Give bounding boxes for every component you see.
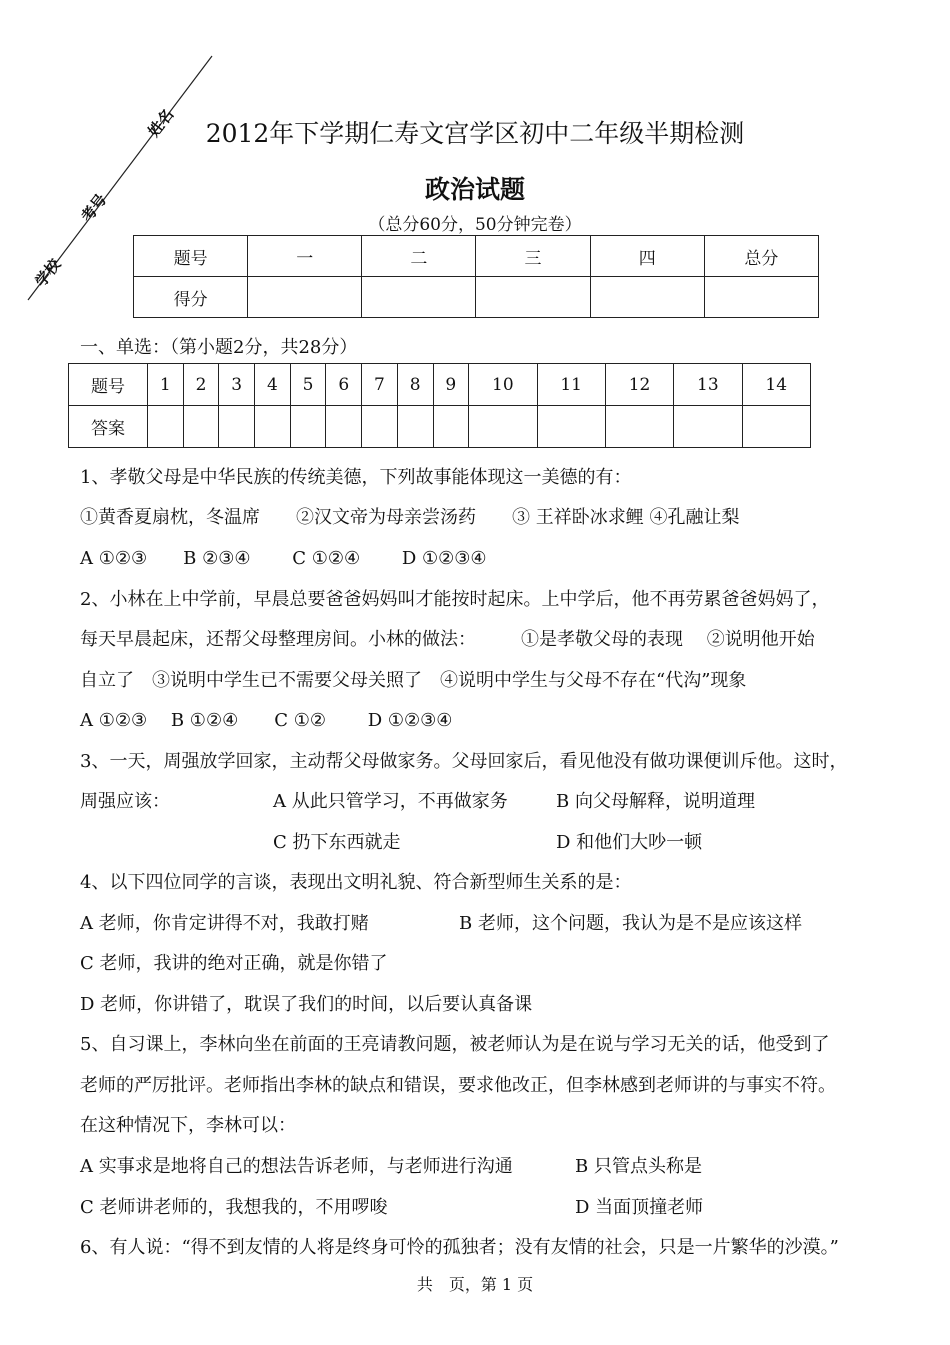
q5-option-d: D 当面顶撞老师 <box>575 1197 704 1218</box>
answer-number-cell: 8 <box>397 364 433 406</box>
answer-blank-row <box>69 406 811 448</box>
answer-number-cell: 9 <box>433 364 469 406</box>
score-table-header-row <box>134 236 819 277</box>
answer-number-cell: 13 <box>674 364 742 406</box>
answer-cell <box>183 406 219 448</box>
answer-cell <box>469 406 537 448</box>
answer-cell <box>674 406 742 448</box>
score-header-cell: 三 <box>476 236 590 277</box>
q2-line3: 自立了 ③说明中学生已不需要父母关照了 ④说明中学生与父母不存在“代沟”现象 <box>80 670 747 691</box>
score-table <box>133 235 819 318</box>
q5-option-b: B 只管点头称是 <box>575 1156 702 1177</box>
answer-number-cell: 1 <box>148 364 184 406</box>
q5-option-a: A 实事求是地将自己的想法告诉老师，与老师进行沟通 <box>80 1156 513 1177</box>
exam-no-label: 考号 <box>77 190 111 226</box>
answer-cell <box>397 406 433 448</box>
q4-option-a: A 老师，你肯定讲得不对，我敢打赌 <box>80 913 369 934</box>
answer-cell <box>433 406 469 448</box>
score-cell <box>476 277 590 318</box>
exam-title: 2012年下学期仁寿文宫学区初中二年级半期检测 <box>205 119 745 148</box>
answer-cell <box>605 406 673 448</box>
score-header-cell: 二 <box>362 236 476 277</box>
score-cell <box>362 277 476 318</box>
q4-option-d: D 老师，你讲错了，耽误了我们的时间，以后要认真备课 <box>80 994 533 1015</box>
answer-cell <box>742 406 811 448</box>
answer-cell <box>537 406 605 448</box>
q5-option-c: C 老师讲老师的，我想我的，不用啰唆 <box>80 1197 388 1218</box>
score-cell <box>590 277 704 318</box>
answer-number-cell: 3 <box>219 364 255 406</box>
section1-heading: 一、单选：（第小题2分，共28分） <box>80 337 358 358</box>
score-header-cell: 题号 <box>134 236 248 277</box>
q3-line2: 周强应该： <box>80 791 170 812</box>
q2-options: A ①②③ B ①②④ C ①② D ①②③④ <box>80 710 453 731</box>
school-label: 学校 <box>31 255 65 291</box>
q6-line1: 6、有人说：“得不到友情的人将是终身可怜的孤独者；没有友情的社会，只是一片繁华的沙漠。” <box>80 1237 839 1258</box>
q4-option-c: C 老师，我讲的绝对正确，就是你错了 <box>80 953 388 974</box>
q1-options: A ①②③ B ②③④ C ①②④ D ①②③④ <box>80 548 487 569</box>
q5-line2: 老师的严厉批评。老师指出李林的缺点和错误，要求他改正，但李林感到老师讲的与事实不符。 <box>80 1075 836 1096</box>
answer-number-row <box>69 364 811 406</box>
answer-number-cell: 11 <box>537 364 605 406</box>
answer-cell <box>362 406 398 448</box>
subject-title: 政治试题 <box>424 175 525 204</box>
answer-cell <box>219 406 255 448</box>
score-row-label: 得分 <box>134 277 248 318</box>
answer-cell <box>290 406 326 448</box>
q3-option-a: A 从此只管学习，不再做家务 <box>273 791 508 812</box>
q4-stem: 4、以下四位同学的言谈，表现出文明礼貌、符合新型师生关系的是： <box>80 872 632 893</box>
answer-table <box>68 363 811 448</box>
answer-number-cell: 12 <box>605 364 673 406</box>
score-cell <box>248 277 362 318</box>
q3-option-d: D 和他们大吵一顿 <box>556 832 703 853</box>
q3-option-b: B 向父母解释，说明道理 <box>556 791 755 812</box>
answer-number-cell: 4 <box>255 364 291 406</box>
answer-row-label: 题号 <box>69 364 148 406</box>
answer-number-cell: 6 <box>326 364 362 406</box>
score-header-cell: 四 <box>590 236 704 277</box>
answer-number-cell: 7 <box>362 364 398 406</box>
q4-option-b: B 老师，这个问题，我认为是不是应该这样 <box>459 913 802 934</box>
answer-cell <box>255 406 291 448</box>
q2-line1: 2、小林在上中学前，早晨总要爸爸妈妈叫才能按时起床。上中学后，他不再劳累爸爸妈妈了， <box>80 589 830 610</box>
score-header-cell: 总分 <box>704 236 818 277</box>
q5-line1: 5、自习课上，李林向坐在前面的王亮请教问题，被老师认为是在说与学习无关的话，他受到了 <box>80 1034 830 1055</box>
q5-line3: 在这种情况下，李林可以： <box>80 1115 296 1136</box>
answer-row-label: 答案 <box>69 406 148 448</box>
q1-items: ①黄香夏扇枕，冬温席 ②汉文帝为母亲尝汤药 ③ 王祥卧冰求鲤 ④孔融让梨 <box>80 507 740 528</box>
score-header-cell: 一 <box>248 236 362 277</box>
score-table-score-row <box>134 277 819 318</box>
answer-cell <box>326 406 362 448</box>
answer-number-cell: 2 <box>183 364 219 406</box>
page-footer: 共 页，第 1 页 <box>416 1275 534 1294</box>
answer-cell <box>148 406 184 448</box>
q1-stem: 1、孝敬父母是中华民族的传统美德，下列故事能体现这一美德的有： <box>80 467 632 488</box>
q3-option-c: C 扔下东西就走 <box>273 832 401 853</box>
exam-note: （总分60分，50分钟完卷） <box>368 215 582 235</box>
answer-number-cell: 14 <box>742 364 811 406</box>
q3-line1: 3、一天，周强放学回家，主动帮父母做家务。父母回家后，看见他没有做功课便训斥他。这时， <box>80 751 848 772</box>
answer-number-cell: 5 <box>290 364 326 406</box>
score-cell <box>704 277 818 318</box>
name-label: 姓名 <box>144 105 178 141</box>
answer-number-cell: 10 <box>469 364 537 406</box>
q2-line2: 每天早晨起床，还帮父母整理房间。小林的做法： ①是孝敬父母的表现 ②说明他开始 <box>80 629 815 650</box>
